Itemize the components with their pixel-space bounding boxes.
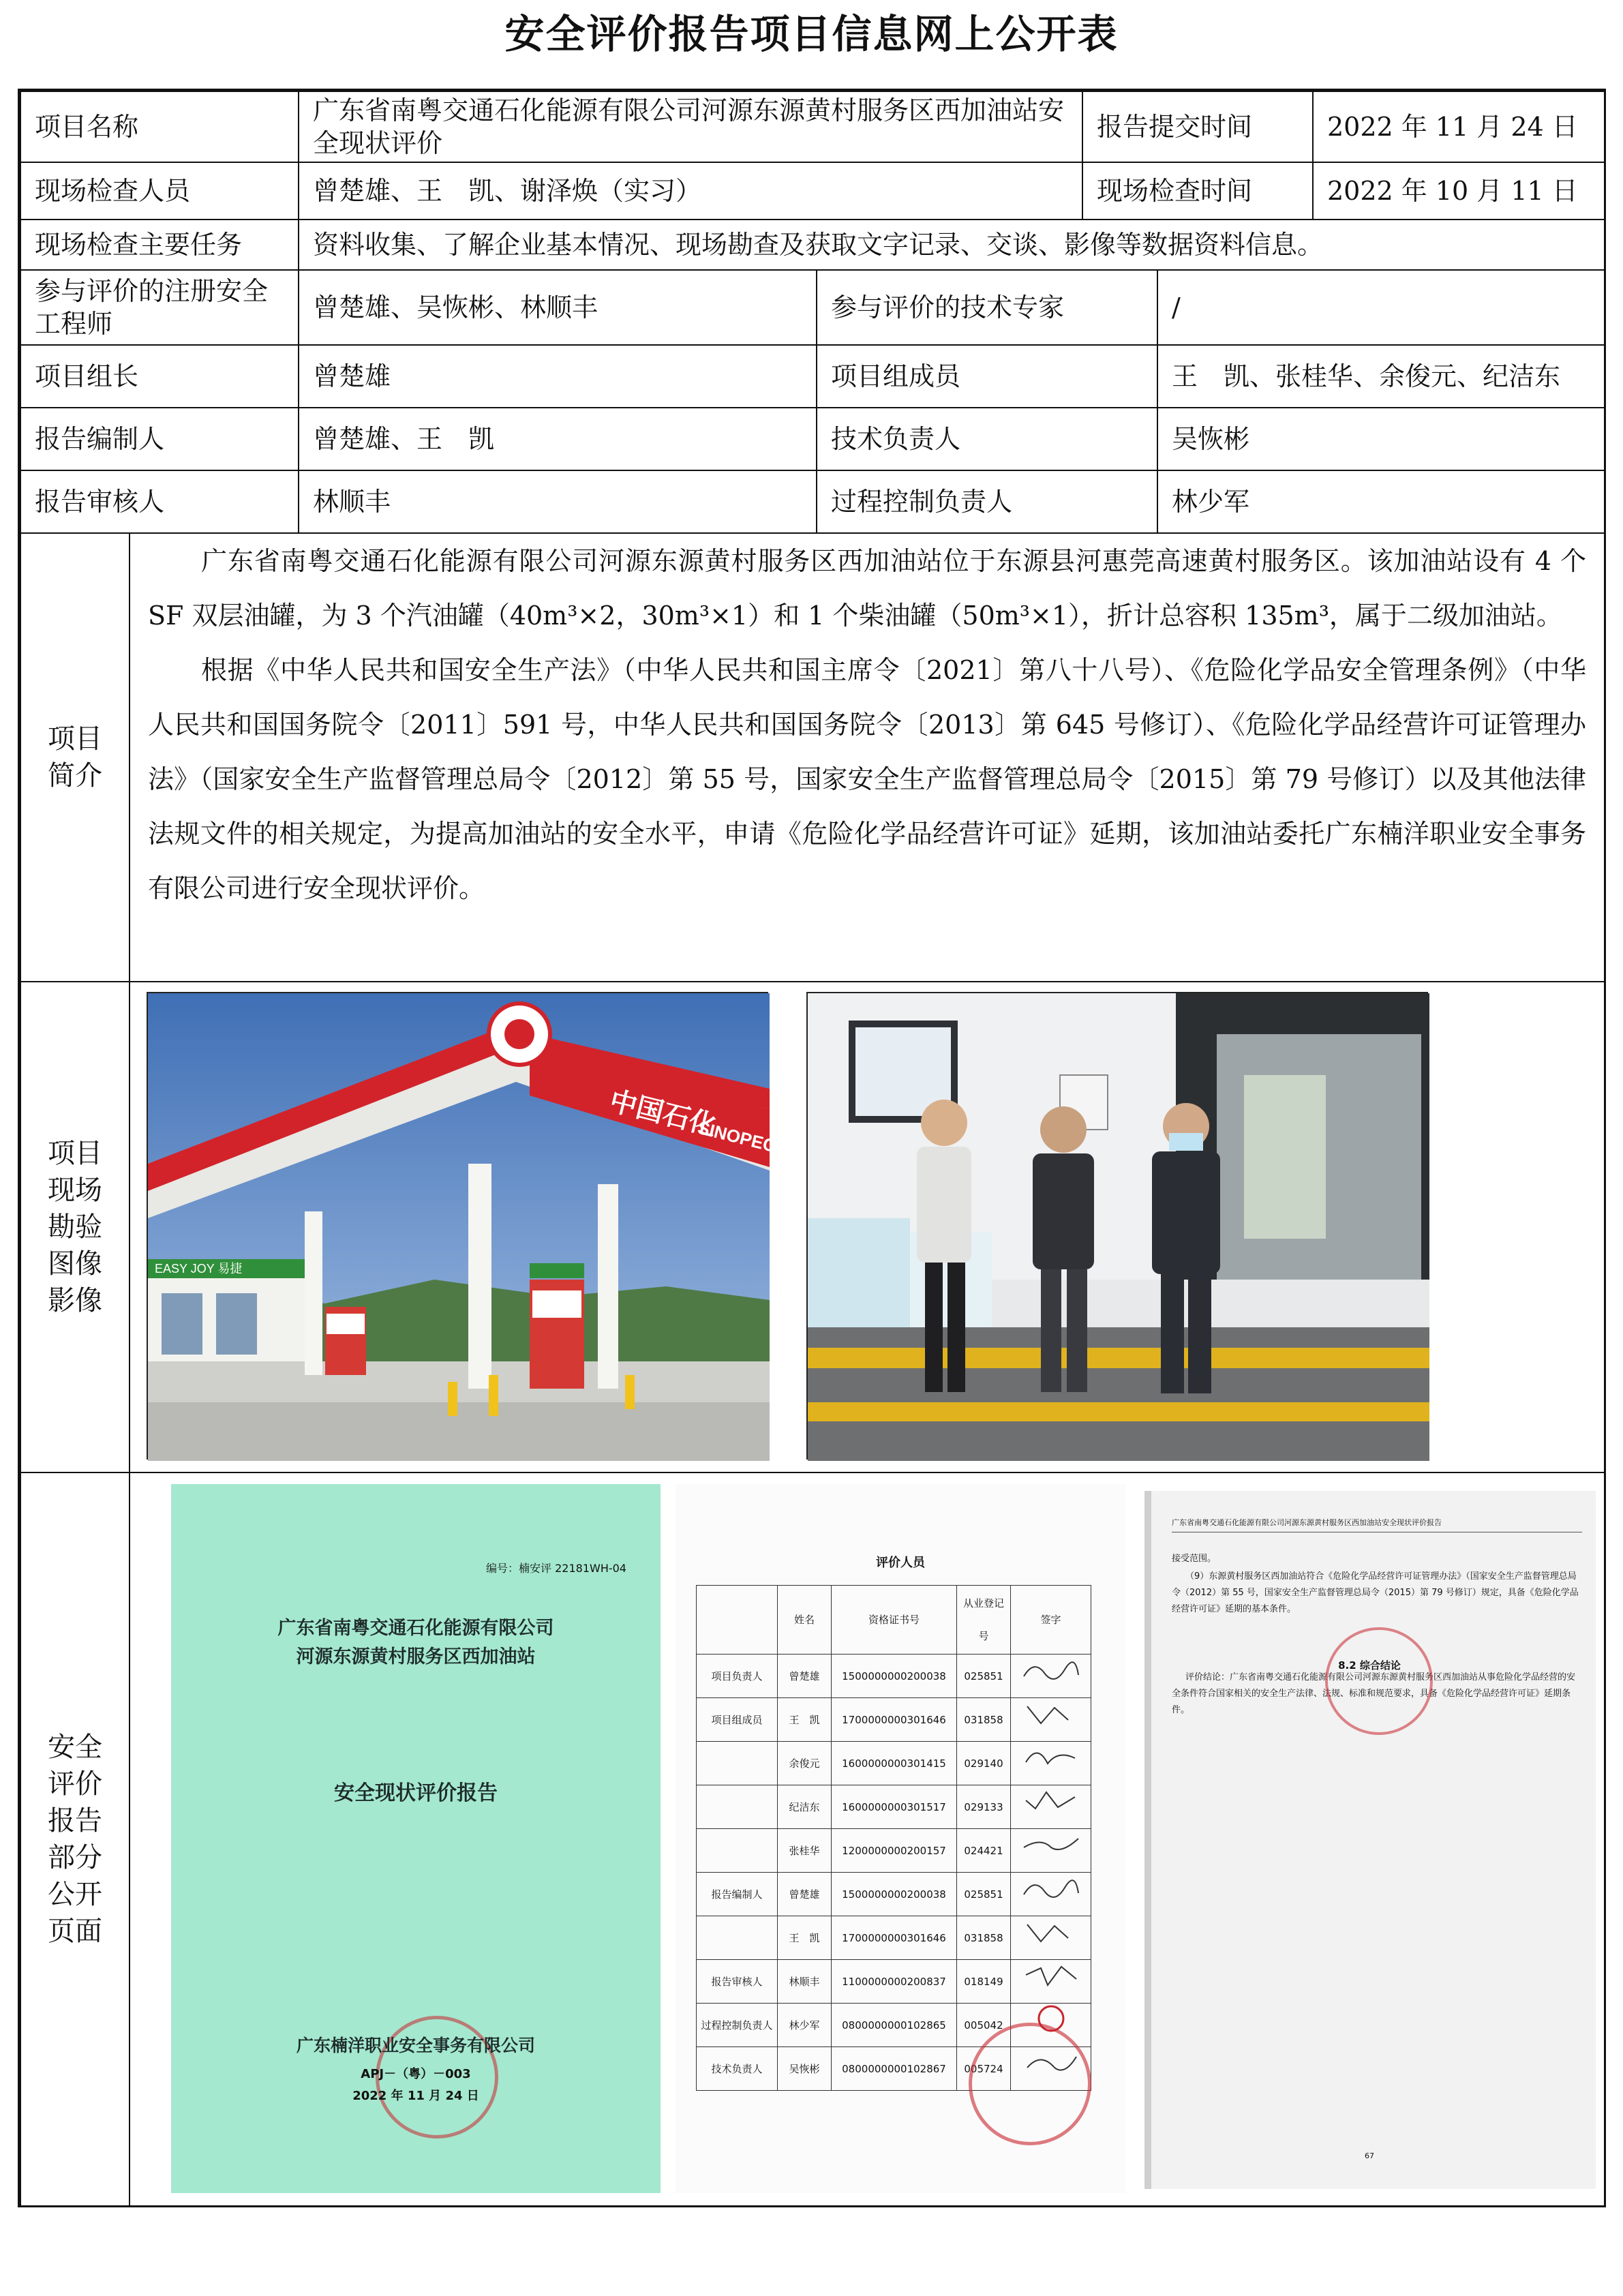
inspectors-illustration	[808, 993, 1429, 1461]
cover-org: 广东楠洋职业安全事务有限公司	[296, 2036, 535, 2055]
canopy-sign-cn: 中国石化	[606, 1085, 720, 1143]
report-label	[20, 1472, 130, 2207]
cover-report-title: 安全现状评价报告	[334, 1781, 498, 1805]
reviewer-value: 林顺丰	[298, 470, 817, 534]
cover-date: 2022 年 11 月 24 日	[352, 2089, 479, 2103]
leader-value: 曾楚雄	[298, 344, 817, 408]
conclusion-section: 8.2 综合结论	[1338, 1659, 1401, 1672]
conclusion-line2: （9）东源黄村服务区西加油站符合《危险化学品经营许可证管理办法》（国家安全生产监督管理总局令（2012）第 55 号，国家安全生产监督管理总局令（2015）第 79 号修订）规定，具备《危险化学品经营许可证》延期的基本条件。	[1172, 1571, 1579, 1614]
experts-label: 参与评价的技术专家	[816, 269, 1158, 346]
gas-station-illustration	[148, 993, 778, 1461]
reg-cell: 005724	[957, 2047, 1011, 2091]
cert-cell: 1600000000301415	[832, 1742, 957, 1785]
submit-time-value: 2022 年 11 月 24 日	[1312, 91, 1605, 163]
reg-cell: 031858	[957, 1916, 1011, 1960]
name-cell: 张桂华	[778, 1829, 832, 1873]
signature-cell	[1011, 1655, 1091, 1698]
signature-cell	[1011, 1785, 1091, 1829]
reg-cell: 029140	[957, 1742, 1011, 1785]
personnel-header: 从业登记号	[957, 1586, 1011, 1655]
report-pages-area	[129, 1472, 1605, 2207]
engineers-label: 参与评价的注册安全工程师	[20, 269, 299, 346]
reg-cell: 005042	[957, 2004, 1011, 2047]
conclusion-line1: 接受范围。	[1172, 1554, 1217, 1564]
gas-station-photo	[147, 992, 778, 1460]
cover-cert: APJ－（粤）－003	[361, 2067, 471, 2081]
role-cell: 技术负责人	[697, 2047, 778, 2091]
cert-cell: 0800000000102867	[832, 2047, 957, 2091]
name-cell: 林少军	[778, 2004, 832, 2047]
inspect-time-value: 2022 年 10 月 11 日	[1312, 162, 1605, 220]
members-label: 项目组成员	[816, 344, 1158, 408]
photos-area	[129, 981, 1605, 1473]
project-name-label: 项目名称	[20, 91, 299, 163]
author-label: 报告编制人	[20, 407, 299, 471]
name-cell: 吴恢彬	[778, 2047, 832, 2091]
cert-cell: 1500000000200038	[832, 1873, 957, 1916]
table-row	[697, 1829, 1091, 1873]
cert-cell: 0800000000102865	[832, 2004, 957, 2047]
tech-lead-label: 技术负责人	[816, 407, 1158, 471]
cover-number: 编号：楠安评 22181WH-04	[486, 1562, 626, 1575]
main-task-label: 现场检查主要任务	[20, 219, 299, 271]
report-label-text: 安全评价报告部分公开页面	[48, 1732, 102, 1947]
cert-cell: 1700000000301646	[832, 1698, 957, 1742]
report-cover-page	[171, 1484, 661, 2193]
members-value: 王 凯、张桂华、余俊元、纪洁东	[1157, 344, 1605, 408]
reviewer-label: 报告审核人	[20, 470, 299, 534]
role-cell: 过程控制负责人	[697, 2004, 778, 2047]
canopy-sign-en: SINOPEC	[695, 1117, 778, 1157]
signature-cell	[1011, 1960, 1091, 2004]
project-name-value: 广东省南粤交通石化能源有限公司河源东源黄村服务区西加油站安全现状评价	[298, 91, 1083, 163]
reg-cell: 031858	[957, 1698, 1011, 1742]
photos-label	[20, 981, 130, 1473]
cover-company-line1: 广东省南粤交通石化能源有限公司	[277, 1618, 554, 1639]
conclusion-stamp	[1325, 1627, 1433, 1735]
cert-cell: 1100000000200837	[832, 1960, 957, 2004]
signature-cell	[1011, 1873, 1091, 1916]
inspect-time-label: 现场检查时间	[1082, 162, 1314, 220]
personnel-header-row	[697, 1586, 1091, 1655]
role-cell	[697, 1785, 778, 1829]
signature-cell	[1011, 1916, 1091, 1960]
report-personnel-page	[676, 1484, 1125, 2193]
personnel-stamp	[969, 2023, 1091, 2145]
personnel-header	[697, 1586, 778, 1655]
role-cell: 报告审核人	[697, 1960, 778, 2004]
cert-cell: 1600000000301517	[832, 1785, 957, 1829]
role-cell: 项目负责人	[697, 1655, 778, 1698]
name-cell: 曾楚雄	[778, 1873, 832, 1916]
table-row	[697, 1916, 1091, 1960]
role-cell	[697, 1916, 778, 1960]
intro-paragraph-1: 广东省南粤交通石化能源有限公司河源东源黄村服务区西加油站位于东源县河惠莞高速黄村服务区。该加油站设有 4 个 SF 双层油罐，为 3 个汽油罐（40m³×2，30m³×1）和 1 个柴油罐（50m³×1），折计总容积 135m³，属于二级加油站。	[148, 546, 1586, 631]
name-cell: 纪洁东	[778, 1785, 832, 1829]
reg-cell: 025851	[957, 1655, 1011, 1698]
role-cell: 项目组成员	[697, 1698, 778, 1742]
reg-cell: 025851	[957, 1873, 1011, 1916]
author-value: 曾楚雄、王 凯	[298, 407, 817, 471]
name-cell: 林顺丰	[778, 1960, 832, 2004]
reg-cell: 029133	[957, 1785, 1011, 1829]
conclusion-page-number: 67	[1365, 2151, 1374, 2160]
cert-cell: 1500000000200038	[832, 1655, 957, 1698]
name-cell: 王 凯	[778, 1916, 832, 1960]
process-lead-value: 林少军	[1157, 470, 1605, 534]
table-row	[697, 1785, 1091, 1829]
personnel-table	[696, 1585, 1091, 2091]
intro-text	[129, 532, 1605, 982]
report-conclusion-page	[1144, 1491, 1596, 2189]
conclusion-line3: 评价结论：广东省南粤交通石化能源有限公司河源东源黄村服务区西加油站从事危险化学品经营的安全条件符合国家相关的安全生产法律、法规、标准和规范要求，具备《危险化学品经营许可证》延期条件。	[1172, 1672, 1576, 1715]
signature-cell	[1011, 1742, 1091, 1785]
inspectors-label: 现场检查人员	[20, 162, 299, 220]
intro-paragraph-2: 根据《中华人民共和国安全生产法》（中华人民共和国主席令〔2021〕第八十八号）、《危险化学品安全管理条例》（中华人民共和国国务院令〔2011〕591 号，中华人民共和国国务院令〔2013〕第 645 号修订）、《危险化学品经营许可证管理办法》（国家安全生产监督管理总局令〔2012〕第 55 号，国家安全生产监督管理总局令〔2015〕第 79 号修订）以及其他法律法规文件的相关规定，为提高加油站的安全水平，申请《危险化学品经营许可证》延期，该加油站委托广东楠洋职业安全事务有限公司进行安全现状评价。	[148, 655, 1586, 903]
reg-cell: 018149	[957, 1960, 1011, 2004]
shop-sign: EASY JOY 易捷	[155, 1262, 243, 1275]
intro-label	[20, 532, 130, 982]
tech-lead-value: 吴恢彬	[1157, 407, 1605, 471]
cover-company-line2: 河源东源黄村服务区西加油站	[296, 1646, 536, 1667]
process-lead-label: 过程控制负责人	[816, 470, 1158, 534]
signature-cell	[1011, 1698, 1091, 1742]
name-cell: 曾楚雄	[778, 1655, 832, 1698]
table-row	[697, 1960, 1091, 2004]
personnel-header: 签字	[1011, 1586, 1091, 1655]
table-row	[697, 1742, 1091, 1785]
intro-label-text: 项目简介	[48, 723, 102, 791]
experts-value: /	[1157, 269, 1605, 346]
role-cell	[697, 1742, 778, 1785]
table-row	[697, 1698, 1091, 1742]
engineers-value: 曾楚雄、吴恢彬、林顺丰	[298, 269, 817, 346]
info-table	[18, 89, 1606, 2207]
personnel-heading: 评价人员	[876, 1556, 925, 1570]
inspectors-photo	[806, 992, 1428, 1460]
reg-cell: 024421	[957, 1829, 1011, 1873]
role-cell: 报告编制人	[697, 1873, 778, 1916]
inspectors-value: 曾楚雄、王 凯、谢泽焕（实习）	[298, 162, 1083, 220]
role-cell	[697, 1829, 778, 1873]
name-cell: 余俊元	[778, 1742, 832, 1785]
cert-cell: 1700000000301646	[832, 1916, 957, 1960]
signature-cell	[1011, 1829, 1091, 1873]
cert-cell: 1200000000200157	[832, 1829, 957, 1873]
leader-label: 项目组长	[20, 344, 299, 408]
photos-label-text: 项目现场勘验图像影像	[48, 1138, 102, 1316]
page-title: 安全评价报告项目信息网上公开表	[504, 11, 1119, 57]
conclusion-header: 广东省南粤交通石化能源有限公司河源东源黄村服务区西加油站安全现状评价报告	[1172, 1518, 1582, 1532]
submit-time-label: 报告提交时间	[1082, 91, 1314, 163]
name-cell: 王 凯	[778, 1698, 832, 1742]
table-row	[697, 1655, 1091, 1698]
personnel-header: 姓名	[778, 1586, 832, 1655]
main-task-value: 资料收集、了解企业基本情况、现场勘查及获取文字记录、交谈、影像等数据资料信息。	[298, 219, 1605, 271]
personnel-header: 资格证书号	[832, 1586, 957, 1655]
table-row	[697, 1873, 1091, 1916]
